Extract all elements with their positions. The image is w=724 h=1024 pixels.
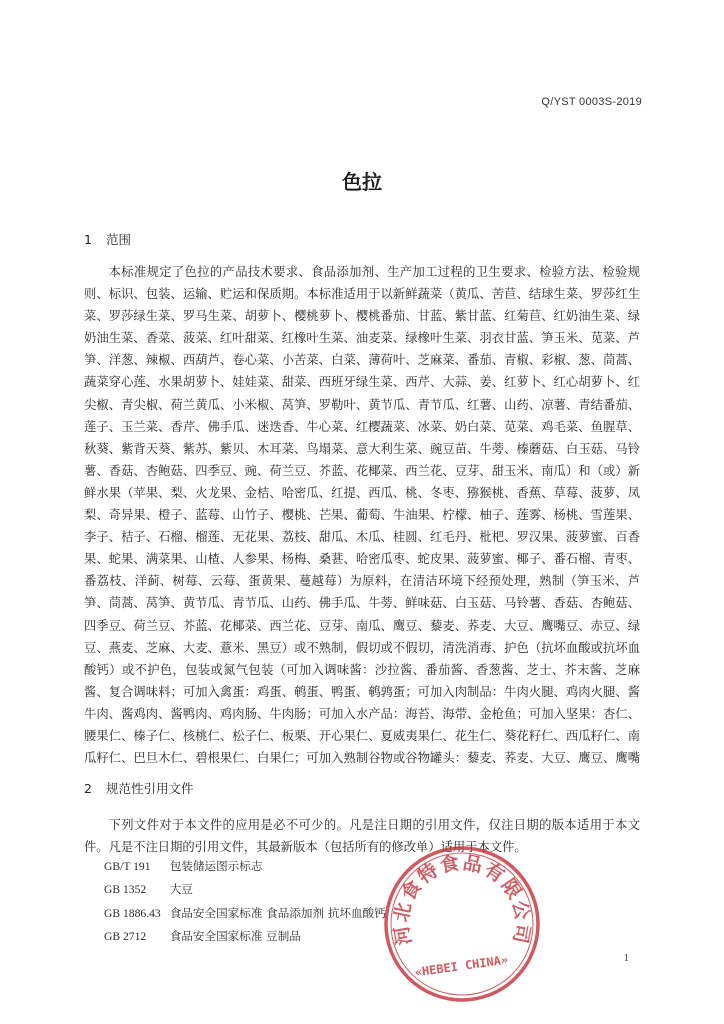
standard-code: Q/YST 0003S-2019 xyxy=(541,96,642,108)
section-2-number: 2 xyxy=(84,781,92,796)
reference-code: GB/T 191 xyxy=(104,860,151,873)
reference-item xyxy=(104,878,386,901)
section-2-heading xyxy=(84,779,194,797)
section-2-title: 规范性引用文件 xyxy=(105,781,194,796)
document-title: 色拉 xyxy=(342,170,382,194)
reference-title: 大豆 xyxy=(169,882,193,897)
reference-code: GB 1886.43 xyxy=(104,906,161,920)
section-1-number: 1 xyxy=(84,232,92,247)
section-1-heading xyxy=(84,230,131,248)
section-1-title: 范围 xyxy=(105,232,131,247)
reference-item xyxy=(104,925,386,948)
normative-references-paragraph: 下列文件对于本文件的应用是必不可少的。凡是注日期的引用文件，仅注日期的版本适用于本文件。凡是不注日期的引用文件，其最新版本（包括所有的修改单）适用于本文件。 xyxy=(84,818,640,855)
reference-title: 食品安全国家标准 食品添加剂 抗坏血酸钙 xyxy=(169,905,386,920)
reference-title: 包装储运图示标志 xyxy=(169,859,263,873)
reference-item xyxy=(104,855,386,878)
reference-list xyxy=(104,855,386,949)
reference-item xyxy=(104,902,386,925)
reference-title: 食品安全国家标准 豆制品 xyxy=(169,929,301,944)
reference-code: GB 2712 xyxy=(104,930,147,944)
page-number: 1 xyxy=(623,952,629,964)
scope-paragraph: 本标准规定了色拉的产品技术要求、食品添加剂、生产加工过程的卫生要求、检验方法、检验规则、标识、包装、运输、贮运和保质期。本标准适用于以新鲜蔬菜（黄瓜、苦苣、结球生菜、罗莎红生菜、罗莎绿生菜、罗马生菜、胡萝卜、樱桃萝卜、樱桃番茄、甘蓝、紫甘蓝、红菊苣、红奶油生菜、绿奶油生菜、香菜、菠菜、红叶甜菜、红橡叶生菜、油麦菜、绿橡叶生菜、羽衣甘蓝、笋玉米、苋菜、芦笋、洋葱、辣椒、西葫芦、卷心菜、小苦菜、白菜、薄荷叶、芝麻菜、番茄、青椒、彩椒、葱、茼蒿、蔬菜穿心莲、水果胡萝卜、娃娃菜、甜菜、西班牙绿生菜、西芹、大蒜、姜、红萝卜、红心胡萝卜、红尖椒、青尖椒、荷兰黄瓜、小米椒、莴笋、罗勒叶、黄节瓜、青节瓜、红薯、山药、凉薯、青结番茄、莲子、玉兰菜、香芹、佛手瓜、迷迭香、牛心菜、红樱蔬菜、冰菜、奶白菜、苋菜、鸡毛菜、鱼腥草、秋葵、紫背天葵、紫苏、紫贝、木耳菜、鸟塌菜、意大利生菜、豌豆苗、牛蒡、榛蘑菇、白玉菇、马铃薯、香菇、杏鲍菇、四季豆、豌、荷兰豆、芥蓝、花椰菜、西兰花、豆芽、甜玉米、南瓜）和（或）新鲜水果（苹果、梨、火龙果、金桔、哈密瓜、红提、西瓜、桃、冬枣、猕猴桃、香蕉、草莓、菠萝、凤梨、奇异果、橙子、蓝莓、山竹子、樱桃、芒果、葡萄、牛油果、柠檬、柚子、莲雾、杨桃、雪莲果、李子、桔子、石榴、榴莲、无花果、荔枝、甜瓜、木瓜、桂圆、红毛丹、枇杷、罗汉果、菠萝蜜、百香果、蛇果、满菜果、山楂、人参果、杨梅、桑葚、哈密瓜枣、蛇皮果、菠萝蜜、椰子、番石榴、青枣、番荔枝、洋蓟、树莓、云莓、蛋黄果、蔓越莓）为原料，在清洁环境下经预处理，熟制（笋玉米、芦笋、茼蒿、莴笋、黄节瓜、青节瓜、山药、佛手瓜、牛蒡、鲜味菇、白玉菇、马铃薯、香菇、杏鲍菇、四季豆、荷兰豆、芥蓝、花椰菜、西兰花、豆芽、南瓜、鹰豆、藜麦、荞麦、大豆、鹰嘴豆、赤豆、绿豆、燕麦、芝麻、大麦、薏米、黑豆）或不熟制，假切或不假切，清洗消毒、护色（抗坏血酸或抗坏血酸钙）或不护色，包装或氮气包装（可加入调味酱：沙拉酱、番茄酱、香葱酱、芝士、芥末酱、芝麻酱、复合调味料；可加入禽蛋：鸡蛋、鹌蛋、鸭蛋、鹌鹑蛋；可加入肉制品：牛肉火腿、鸡肉火腿、酱牛肉、酱鸡肉、酱鸭肉、鸡肉肠、牛肉肠；可加入水产品：海苔、海带、金枪鱼；可加入坚果：杏仁、腰果仁、榛子仁、核桃仁、松子仁、板栗、开心果仁、夏威夷果仁、花生仁、葵花籽仁、西瓜籽仁、南瓜籽仁、巴旦木仁、碧根果仁、白果仁；可加入熟制谷物或谷物罐头：藜麦、荞麦、大豆、鹰豆、鹰嘴 xyxy=(84,265,640,766)
seal-company-name: 河北食特食品有限公司 xyxy=(390,851,534,947)
reference-code: GB 1352 xyxy=(104,883,147,897)
company-seal-stamp xyxy=(376,838,548,1010)
seal-inner-text: «HEBEI CHINA» xyxy=(413,952,509,980)
